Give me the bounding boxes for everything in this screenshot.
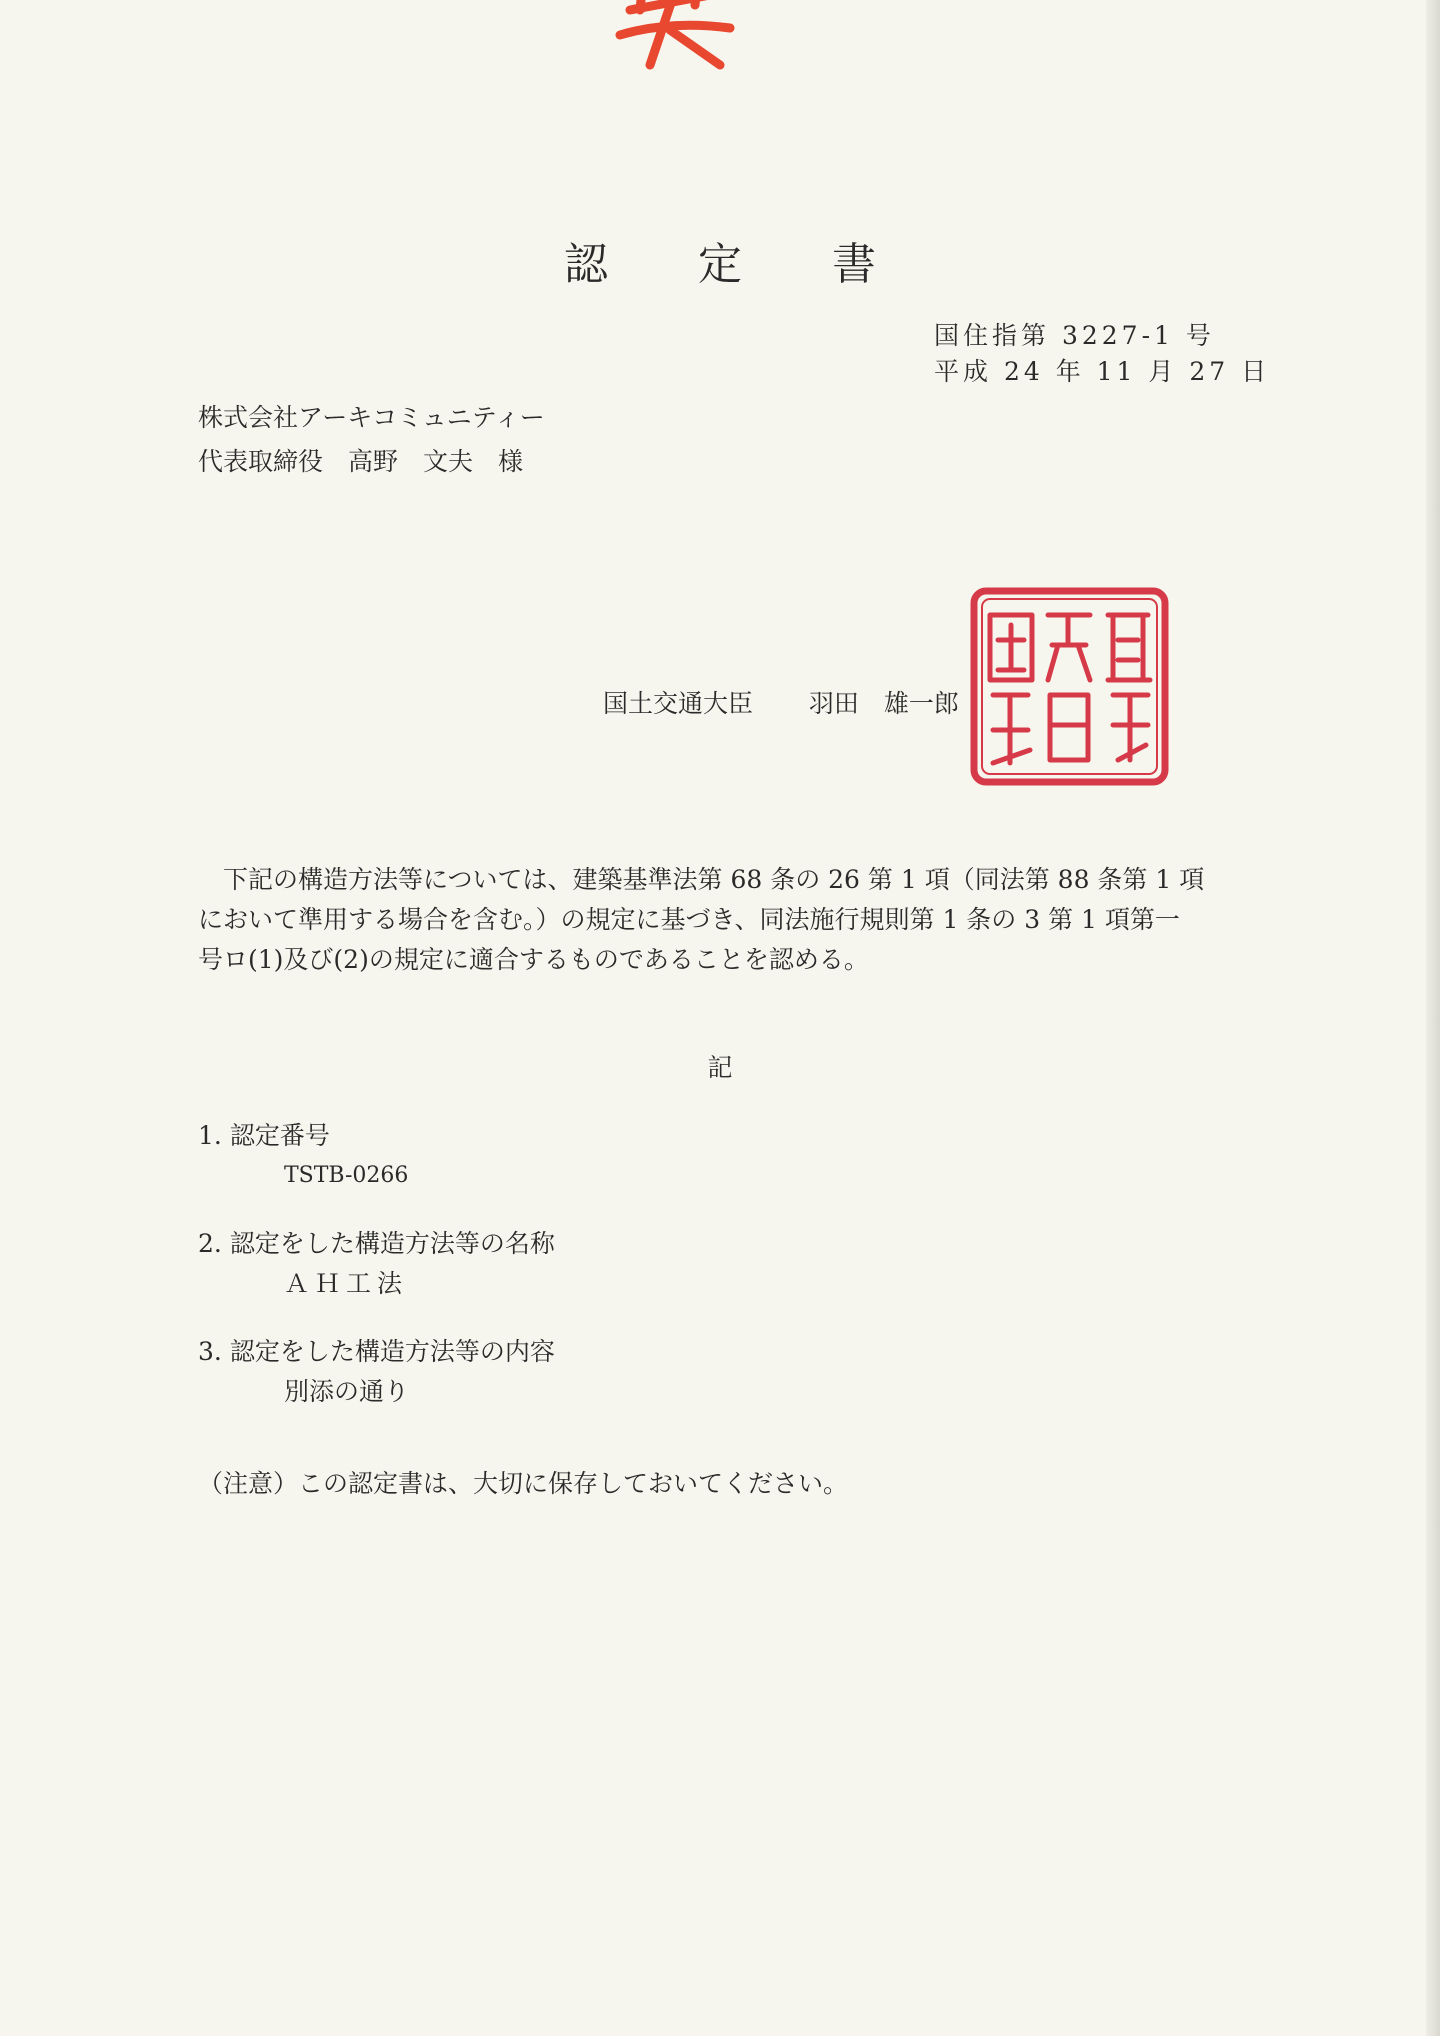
recipient-block (198, 396, 545, 484)
item-label: 認定をした構造方法等の内容 (229, 1337, 555, 1366)
item-number: 1. (198, 1121, 222, 1150)
list-item (198, 1116, 555, 1196)
red-stamp-mark (600, 0, 750, 70)
issuer-block (603, 684, 959, 720)
document-number: 国住指第 3227-1 号 (934, 321, 1215, 350)
body-line: において準用する場合を含む。）の規定に基づき、同法施行規則第 1 条の 3 第 1 項第一 (198, 905, 1180, 934)
item-value: TSTB-0266 (284, 1163, 409, 1188)
item-number: 3. (198, 1337, 222, 1366)
list-item (198, 1332, 555, 1412)
recipient-company: 株式会社アーキコミュニティー (198, 403, 545, 432)
ki-heading: 記 (707, 1053, 733, 1082)
official-seal (968, 585, 1171, 788)
body-paragraph (198, 860, 1238, 980)
page-edge (1426, 0, 1440, 2036)
document-date: 平成 24 年 11 月 27 日 (934, 357, 1271, 386)
body-line: 下記の構造方法等については、建築基準法第 68 条の 26 第 1 項（同法第 88 条第 1 項 (198, 865, 1205, 894)
note-text: （注意）この認定書は、大切に保存しておいてください。 (198, 1469, 849, 1498)
document-title: 認 定 書 (564, 239, 914, 290)
body-line: 号ロ(1)及び(2)の規定に適合するものであることを認める。 (198, 945, 869, 974)
item-value: ＡＨ工法 (284, 1269, 409, 1298)
item-label: 認定番号 (229, 1121, 330, 1150)
item-value: 別添の通り (284, 1377, 410, 1406)
item-label: 認定をした構造方法等の名称 (229, 1229, 555, 1258)
items-list (198, 1116, 555, 1440)
item-number: 2. (198, 1229, 222, 1258)
list-item (198, 1224, 555, 1304)
recipient-representative: 代表取締役 高野 文夫 様 (198, 447, 524, 476)
document-number-block (934, 318, 1270, 390)
issuer-name: 羽田 雄一郎 (808, 689, 959, 718)
issuer-title: 国土交通大臣 (603, 689, 754, 718)
